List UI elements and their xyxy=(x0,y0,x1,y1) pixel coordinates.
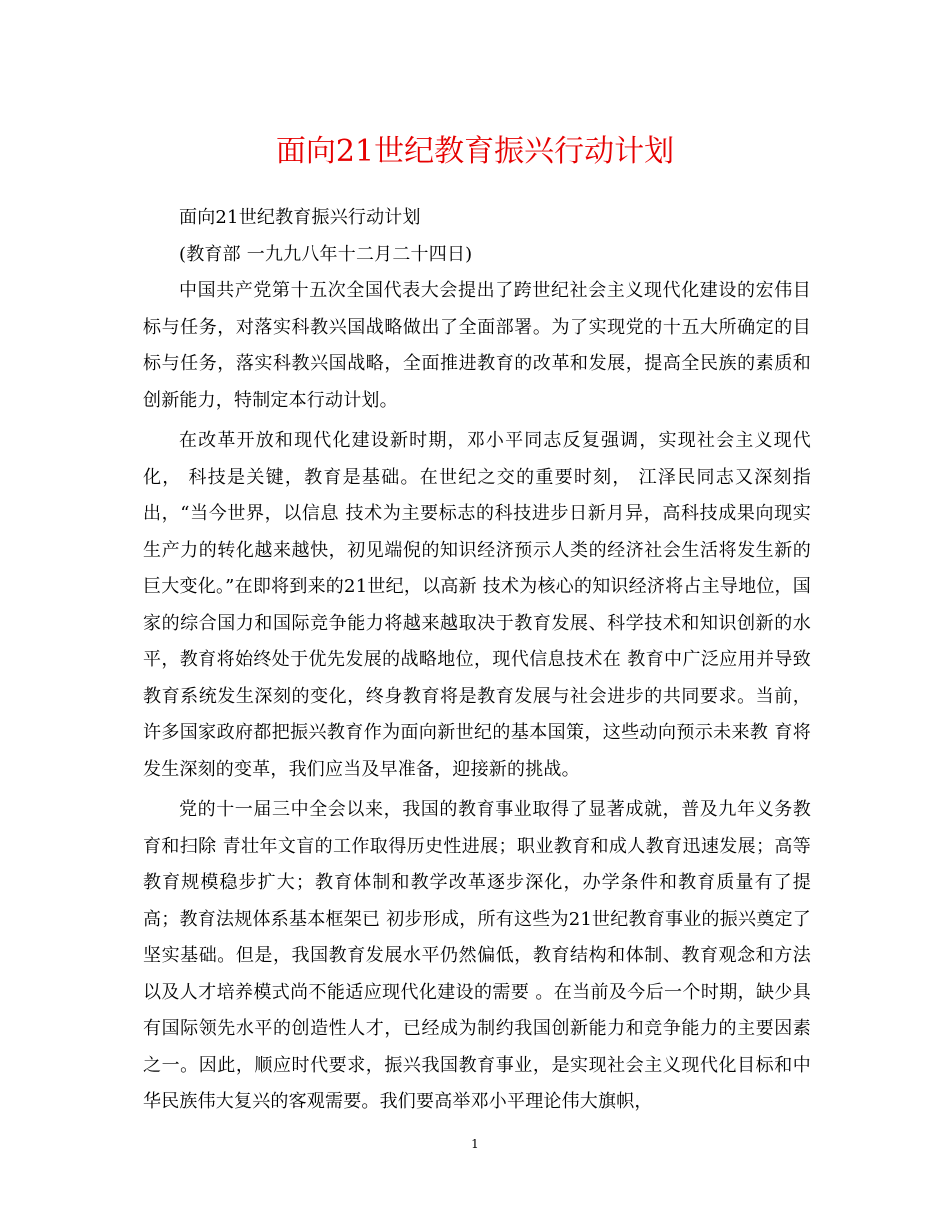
document-body xyxy=(143,200,811,1121)
issuer-line: (教育部 一九九八年十二月二十四日) xyxy=(179,243,473,265)
document-subtitle: 面向21世纪教育振兴行动计划 xyxy=(179,207,421,228)
paragraph: 在改革开放和现代化建设新时期，邓小平同志反复强调，实现社会主义现代化， 科技是关键，教育是基础。在世纪之交的重要时刻， 江泽民同志又深刻指出，“当今世界，以信息 技术为主要标志的科技进步日新月异，高科技成果向现实生产力的转化越来越快，初见端倪的知识经济预示人类的经济社会生活将发生新的巨大变化。”在即将到来的21世纪，以高新 技术为核心的知识经济将占主导地位，国家的综合国力和国际竞争能力将越来越取决于教育发展、科学技术和知识创新的水平，教育将始终处于优先发展的战略地位，现代信息技术在 教育中广泛应用并导致教育系统发生深刻的变化，终身教育将是教育发展与社会进步的共同要求。当前，许多国家政府都把振兴教育作为面向新世纪的基本国策，这些动向预示未来教 育将发生深刻的变革，我们应当及早准备，迎接新的挑战。 xyxy=(143,430,811,780)
paragraph: 中国共产党第十五次全国代表大会提出了跨世纪社会主义现代化建设的宏伟目标与任务，对落实科教兴国战略做出了全面部署。为了实现党的十五大所确定的目标与任务，落实科教兴国战略，全面推进教育的改革和发展，提高全民族的素质和创新能力，特制定本行动计划。 xyxy=(143,280,811,411)
document-title: 面向21世纪教育振兴行动计划 xyxy=(275,134,675,169)
paragraph: 党的十一届三中全会以来，我国的教育事业取得了显著成就，普及九年义务教育和扫除 青壮年文盲的工作取得历史性进展；职业教育和成人教育迅速发展；高等教育规模稳步扩大；教育体制和教学改革逐步深化，办学条件和教育质量有了提高；教育法规体系基本框架已 初步形成，所有这些为21世纪教育事业的振兴奠定了坚实基础。但是，我国教育发展水平仍然偏低，教育结构和体制、教育观念和方法以及人才培养模式尚不能适应现代化建设的需要 。在当前及今后一个时期，缺少具有国际领先水平的创造性人才，已经成为制约我国创新能力和竞争能力的主要因素之一。因此，顺应时代要求，振兴我国教育事业，是实现社会主义现代化目标和中华民族伟大复兴的客观需要。我们要高举邓小平理论伟大旗帜， xyxy=(143,799,811,1112)
page-number: 1 xyxy=(471,1137,479,1151)
